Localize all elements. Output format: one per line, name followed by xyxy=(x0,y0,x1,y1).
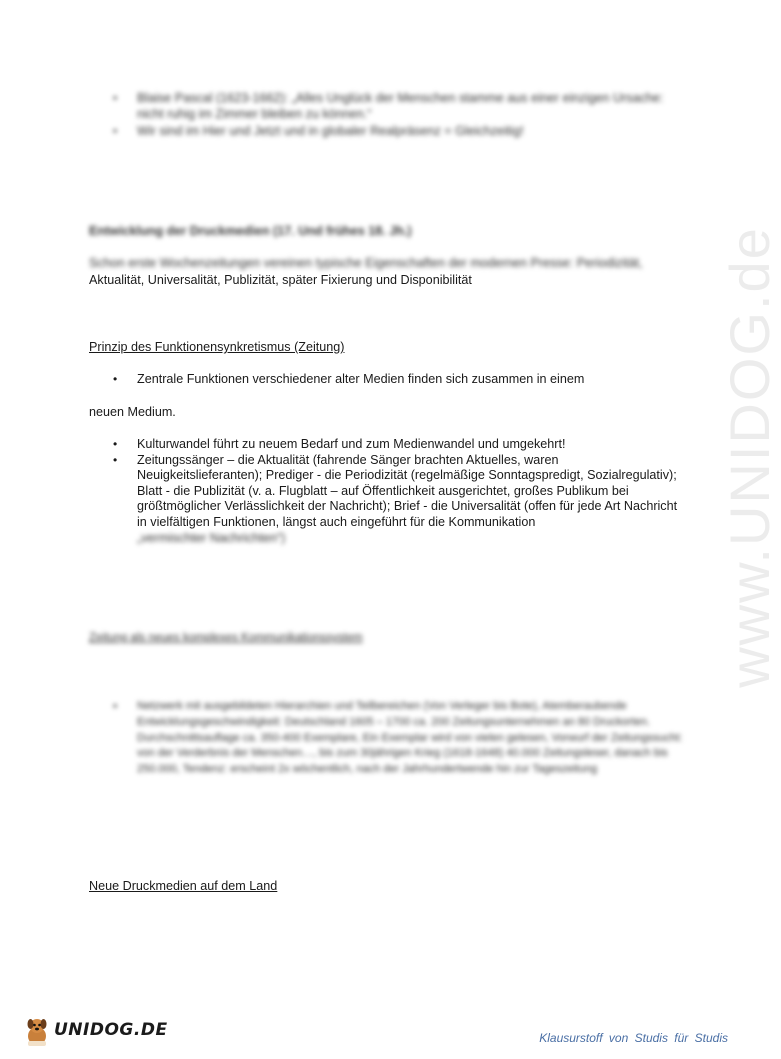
section-heading-zeitung: Zeitung als neues komplexes Kommunikationssystem xyxy=(89,632,363,644)
unidog-logo xyxy=(22,1013,168,1049)
list-item: • Netzwerk mit ausgebildeten Hierarchien und Teilbereichen (Von Verleger bis Bote), Atemberaubende Entwicklungsgeschwindigkeit: Deutschland 1605 – 1700 ca. 200 Zeitungsunternehmen an 80 Druckorten. Durchschnittsauflage ca. 350-400 Exemplare, Ein Exemplar wird von vielen gelesen, Vorwurf der Zeitungssucht: von der Verderbnis der Menschen…, bis zum 30jährigen Krieg (1618-1648) 40.000 Zeitungsleser, danach bis 250.000, Tendenz: erscheint 2x wöchentlich, nach der Jahrhundertwende hin zur Tageszeitung xyxy=(113,699,688,778)
list-item: • Kulturwandel führt zu neuem Bedarf und zum Medienwandel und umgekehrt! xyxy=(113,437,685,453)
prinzip-bullet-list-1 xyxy=(113,372,673,388)
druck-text-line-1: Schon erste Wochenzeitungen vereinen typische Eigenschaften der modernen Presse: Periodizität, xyxy=(89,256,643,270)
section-heading-prinzip: Prinzip des Funktionensynkretismus (Zeitung) xyxy=(89,340,345,354)
zeitung-bullet-list xyxy=(113,699,688,778)
list-item: • Zentrale Funktionen verschiedener alter Medien finden sich zusammen in einem xyxy=(113,372,673,388)
logo-text: UNIDOG.DE xyxy=(54,1020,168,1041)
section-heading-land: Neue Druckmedien auf dem Land xyxy=(89,879,278,893)
list-item xyxy=(113,453,685,547)
section-heading-druckmedien: Entwicklung der Druckmedien (17. Und frühes 18. Jh.) xyxy=(89,224,412,238)
watermark: www.UNIDOG.de xyxy=(718,226,781,688)
prinzip-continuation: neuen Medium. xyxy=(89,405,176,419)
prinzip-bullet-list-2 xyxy=(113,437,685,546)
list-item: • Wir sind im Hier und Jetzt und in globaler Realpräsenz = Gleichzeitig! xyxy=(113,124,683,140)
dog-icon xyxy=(22,1014,52,1048)
list-item: • Blaise Pascal (1623-1662): „Alles Unglück der Menschen stamme aus einer einzigen Ursache: nicht ruhig im Zimmer bleiben zu können.“ xyxy=(113,91,683,122)
list-item-blurred-text: „vermischter Nachrichten“) xyxy=(137,530,286,545)
top-bullet-list xyxy=(113,91,683,140)
footer-tagline: Klausurstoff von Studis für Studis xyxy=(539,1031,728,1045)
druck-text-line-2: Aktualität, Universalität, Publizität, später Fixierung und Disponibilität xyxy=(89,273,472,287)
list-item-text: Zeitungssänger – die Aktualität (fahrende Sänger brachten Aktuelles, waren Neuigkeitslieferanten); Prediger - die Periodizität (regelmäßige Sonntagspredigt, Sozialregulativ); Blatt - die Publizität (v. a. Flugblatt – auf Öffentlichkeit ausgerichtet, großes Publikum bei größtmöglicher Verlässlichkeit der Nachricht); Brief - die Universalität (offen für jede Art Nachricht in vielfältigen Funktionen, längst auch eingeführt für die Kommunikation xyxy=(137,452,678,529)
